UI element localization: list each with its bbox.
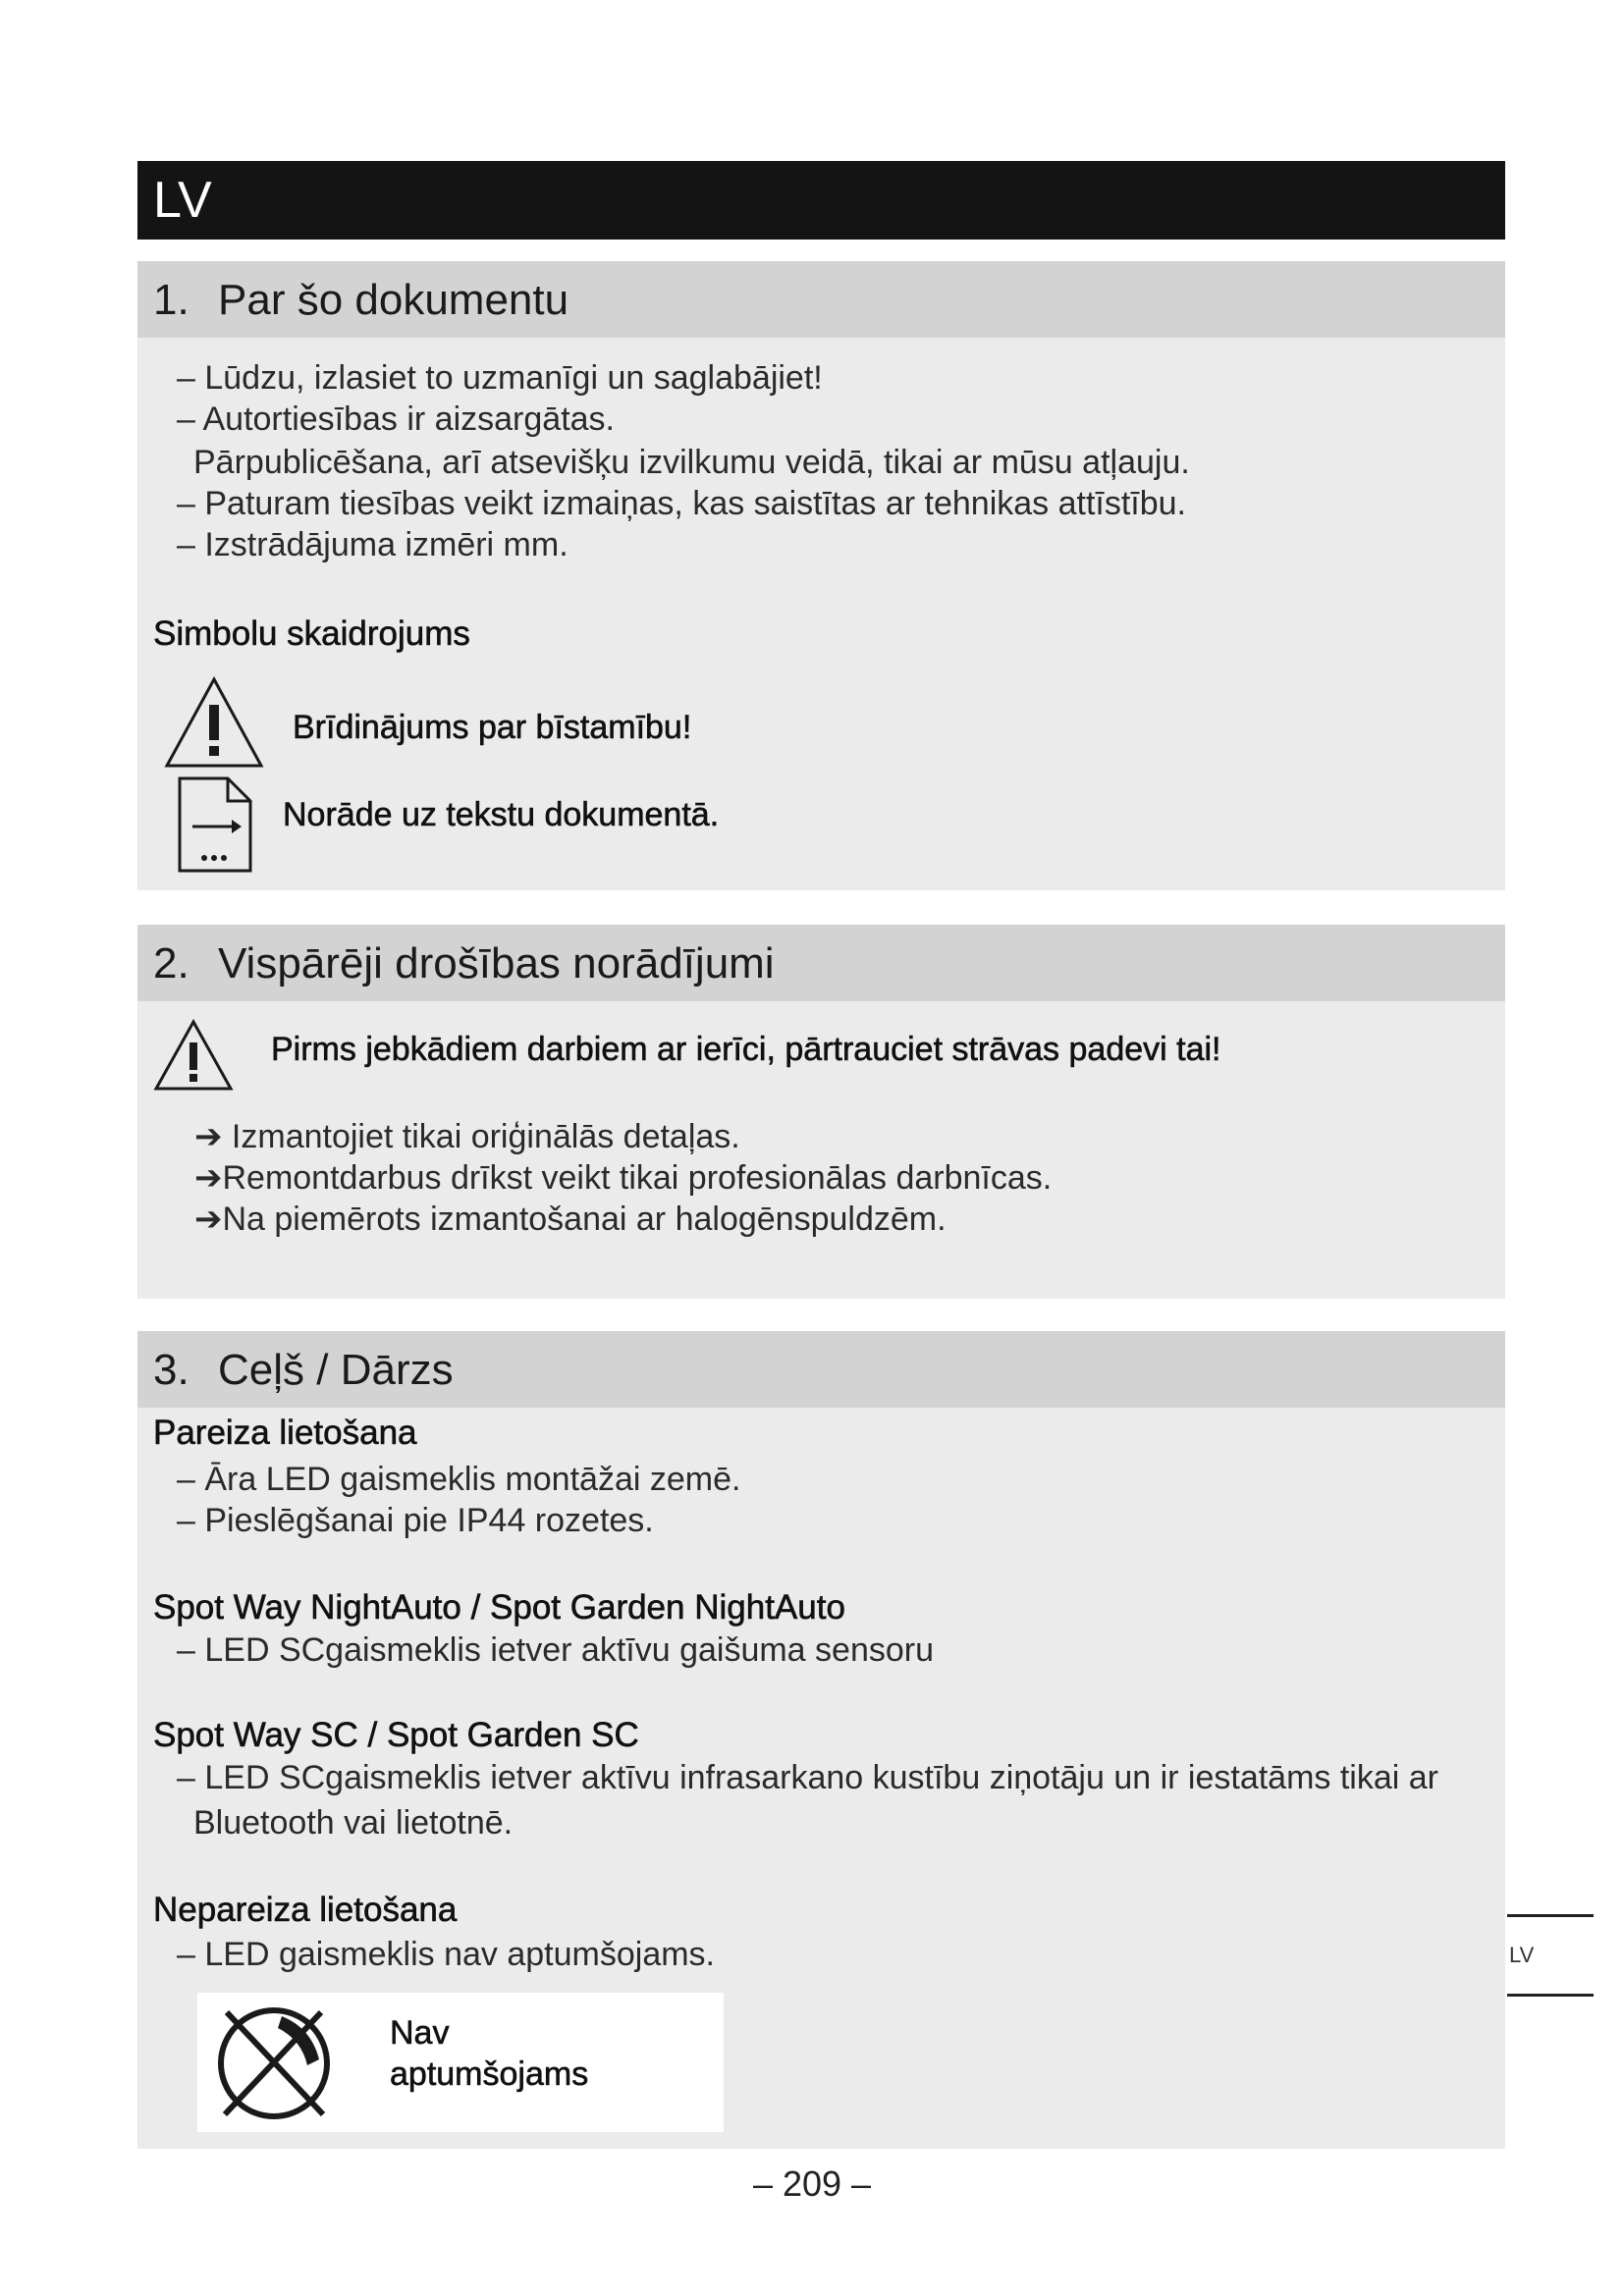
section-1-title: Par šo dokumentu (218, 276, 569, 324)
language-header-bar (137, 161, 1505, 240)
proper-use-item-2: – Pieslēgšanai pie IP44 rozetes. (177, 1502, 654, 1539)
section-path-garden (137, 1331, 1505, 2149)
sc-item-line-2: Bluetooth vai lietotnē. (193, 1804, 514, 1842)
side-language-tab-label: LV (1509, 1943, 1535, 1967)
section-3-title: Ceļš / Dārzs (218, 1346, 454, 1394)
about-line-2: – Autortiesības ir aizsargātas. (177, 400, 616, 438)
nightauto-heading: Spot Way NightAuto / Spot Garden NightAuto (153, 1588, 845, 1627)
not-dimmable-label-line-1: Nav (390, 2014, 450, 2052)
section-about-document (137, 261, 1505, 890)
section-1-number: 1. (153, 276, 189, 324)
page-number: – 209 – (752, 2163, 872, 2204)
document-reference-label: Norāde uz tekstu dokumentā. (283, 796, 720, 833)
warning-symbol-label: Brīdinājums par bīstamību! (293, 709, 692, 746)
nightauto-item: – LED SCgaismeklis ietver aktīvu gaišuma sensoru (177, 1631, 934, 1669)
safety-warning-text: Pirms jebkādiem darbiem ar ierīci, pārtrauciet strāvas padevi tai! (271, 1031, 1221, 1068)
side-language-tab (1507, 1914, 1594, 1997)
warning-triangle-icon (153, 1019, 234, 1092)
not-dimmable-box (197, 1993, 724, 2132)
about-line-3: Pārpublicēšana, arī atsevišķu izvilkumu veidā, tikai ar mūsu atļauju. (193, 444, 1190, 481)
language-code: LV (153, 172, 212, 229)
about-line-4: – Paturam tiesības veikt izmaiņas, kas saistītas ar tehnikas attīstību. (177, 485, 1187, 522)
section-2-number: 2. (153, 939, 189, 988)
document-reference-icon (177, 775, 253, 874)
section-1-heading (137, 261, 1505, 338)
about-line-1: – Lūdzu, izlasiet to uzmanīgi un saglabājiet! (177, 359, 823, 397)
not-dimmable-icon (213, 2001, 335, 2122)
improper-use-item: – LED gaismeklis nav aptumšojams. (177, 1936, 716, 1973)
section-2-title: Vispārēji drošības norādījumi (218, 939, 775, 988)
not-dimmable-label-line-2: aptumšojams (390, 2056, 589, 2093)
safety-item-1: ➔ Izmantojiet tikai oriģinālās detaļas. (194, 1118, 740, 1155)
section-3-heading (137, 1331, 1505, 1408)
safety-item-2: ➔Remontdarbus drīkst veikt tikai profesionālas darbnīcas. (194, 1159, 1053, 1197)
proper-use-item-1: – Āra LED gaismeklis montāžai zemē. (177, 1461, 741, 1498)
safety-item-3: ➔Na piemērots izmantošanai ar halogēnspuldzēm. (194, 1201, 947, 1238)
proper-use-heading: Pareiza lietošana (153, 1414, 417, 1452)
improper-use-heading: Nepareiza lietošana (153, 1891, 458, 1929)
about-line-5: – Izstrādājuma izmēri mm. (177, 526, 568, 563)
section-safety (137, 925, 1505, 1299)
section-2-heading (137, 925, 1505, 1001)
section-3-number: 3. (153, 1346, 189, 1394)
symbols-heading: Simbolu skaidrojums (153, 614, 470, 653)
sc-item-line-1: – LED SCgaismeklis ietver aktīvu infrasarkano kustību ziņotāju un ir iestatāms tikai ar (177, 1759, 1438, 1796)
sc-heading: Spot Way SC / Spot Garden SC (153, 1716, 639, 1754)
warning-triangle-icon (163, 675, 265, 770)
